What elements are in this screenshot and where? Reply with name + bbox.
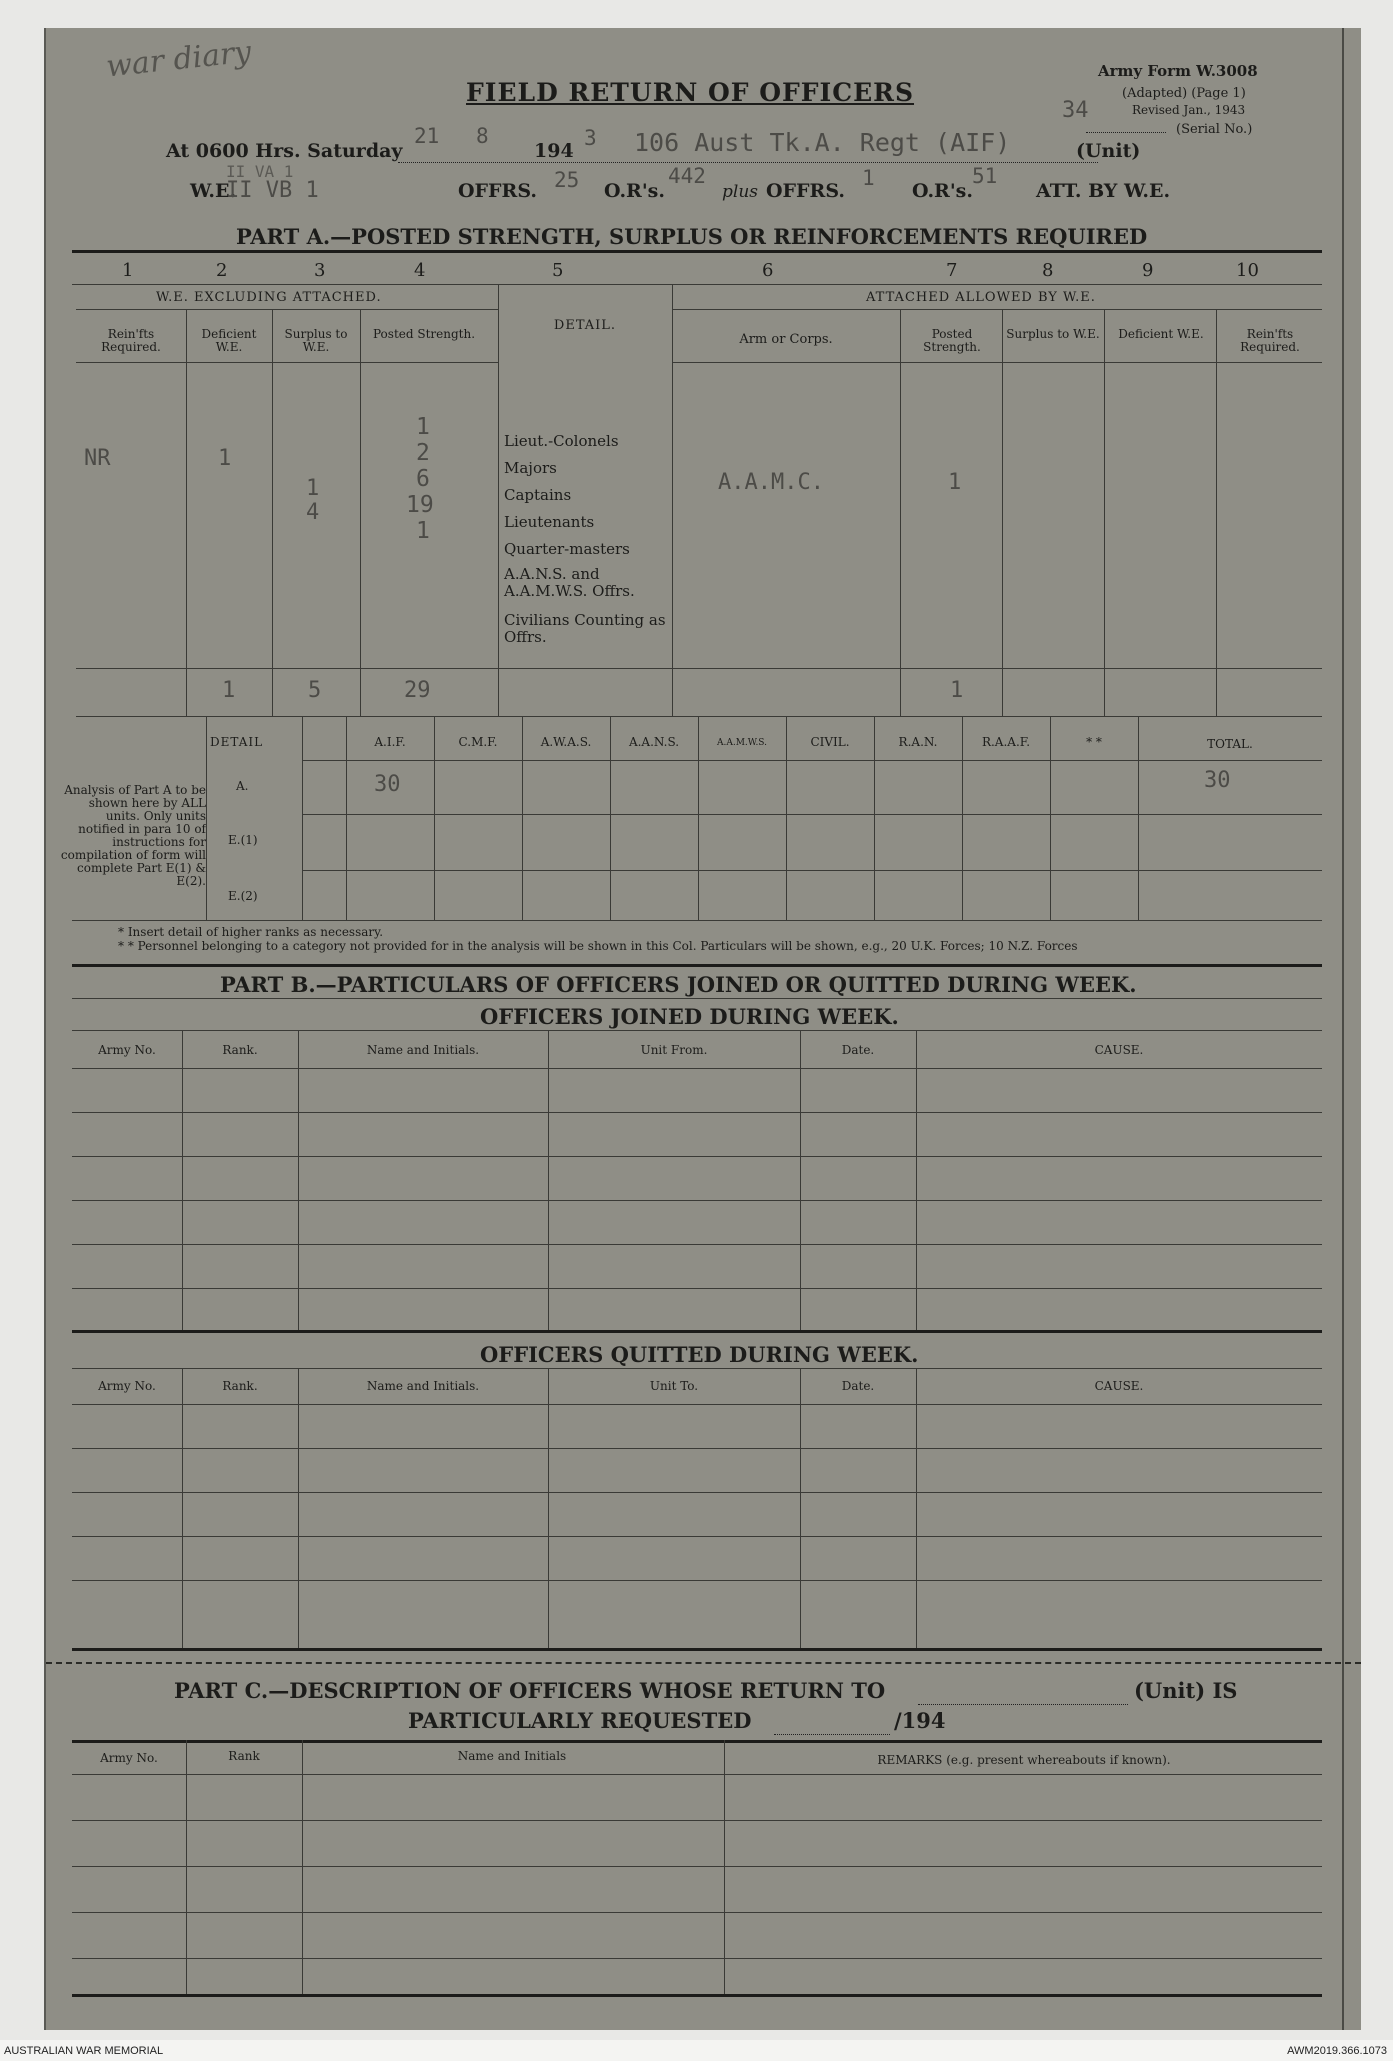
plus-label: plus xyxy=(722,182,758,202)
partc-row-rule-0 xyxy=(72,1774,1322,1775)
partc-hdr-name: Name and Initials xyxy=(457,1749,567,1763)
vline-b10 xyxy=(1050,716,1051,920)
hdr-surplus: Surplus to W.E. xyxy=(284,327,348,354)
quitted-hdr-army-no: Army No. xyxy=(98,1379,156,1393)
total-posted: 29 xyxy=(404,678,431,703)
quitted-title: OFFICERS QUITTED DURING WEEK. xyxy=(480,1342,919,1367)
offrs2-label: OFFRS. xyxy=(766,180,845,202)
serial-number: 34 xyxy=(1062,98,1089,123)
group-right-label: ATTACHED ALLOWED BY W.E. xyxy=(866,290,1096,305)
surplus-captains: 1 xyxy=(306,476,320,501)
analysis-hdr-aif: A.I.F. xyxy=(374,735,406,749)
vline-b5 xyxy=(610,716,611,920)
col-num-1: 1 xyxy=(122,260,134,281)
part-c-year: /194 xyxy=(894,1708,946,1733)
partc-row-rule-3 xyxy=(72,1912,1322,1913)
quitted-hdr-rank: Rank. xyxy=(222,1379,258,1393)
form-id: Army Form W.3008 xyxy=(1098,62,1258,80)
analysis-hdr-other: * * xyxy=(1086,735,1102,749)
vline-j2 xyxy=(298,1030,299,1330)
vline-q5 xyxy=(916,1368,917,1648)
att-by-we-label: ATT. BY W.E. xyxy=(1036,180,1171,202)
form-sheet xyxy=(44,28,1361,2030)
unit-value: 106 Aust Tk.A. Regt (AIF) xyxy=(634,128,1011,157)
hdr-att-surplus: Surplus to W.E. xyxy=(1006,327,1100,341)
part-c-rule xyxy=(72,1740,1322,1743)
analysis-note: Analysis of Part A to be shown here by ALL units. Only units notified in para 10 of instructions for compilation of form will complete Part E(1) & E(2). xyxy=(60,783,206,888)
partc-hdr-remarks: REMARKS (e.g. present whereabouts if known). xyxy=(877,1753,1171,1767)
ors-value: 442 xyxy=(668,164,706,188)
serial-dotted-line xyxy=(1086,132,1166,133)
quitted-hdr-unit-to: Unit To. xyxy=(649,1379,699,1393)
analysis-hdr-cmf: C.M.F. xyxy=(458,735,498,749)
at-hours-label: At 0600 Hrs. Saturday xyxy=(166,140,403,162)
paper-right-edge xyxy=(1342,28,1344,2030)
part-a-rule xyxy=(72,250,1322,253)
ors-label: O.R's. xyxy=(604,180,665,202)
hdr-att-posted: Posted Strength. xyxy=(923,327,981,354)
att-posted-value: 1 xyxy=(948,470,962,495)
joined-title-rule xyxy=(72,1030,1322,1031)
group-left-rule xyxy=(76,309,498,310)
vline-a5 xyxy=(672,284,673,716)
vline-c3 xyxy=(724,1740,725,1994)
part-b-rule-top xyxy=(72,964,1322,967)
joined-hdr-cause: CAUSE. xyxy=(1094,1043,1144,1057)
vline-b4 xyxy=(522,716,523,920)
col-num-9: 9 xyxy=(1142,260,1154,281)
detail-lt-colonels: Lieut.-Colonels xyxy=(504,432,619,450)
arm-corps-value: A.A.M.C. xyxy=(718,470,824,495)
header-bottom-right xyxy=(672,362,1322,363)
part-a-title: PART A.—POSTED STRENGTH, SURPLUS OR REINFORCEMENTS REQUIRED xyxy=(236,224,1148,249)
quitted-rule-top xyxy=(72,1330,1322,1333)
hdr-reinfts: Rein'fts Required. xyxy=(101,327,161,354)
quitted-row-rule-2 xyxy=(72,1492,1322,1493)
hdr-att-reinfts: Rein'fts Required. xyxy=(1240,327,1300,354)
analysis-row1-rule xyxy=(302,814,1322,815)
analysis-total-a: 30 xyxy=(1204,768,1231,793)
part-a-table-bottom xyxy=(76,716,1322,717)
posted-majors: 2 xyxy=(416,440,430,466)
vline-a1 xyxy=(186,310,187,716)
partc-hdr-rank: Rank xyxy=(228,1749,260,1763)
joined-row-rule-4 xyxy=(72,1244,1322,1245)
quitted-row-rule-0 xyxy=(72,1404,1322,1405)
col-num-4: 4 xyxy=(414,260,426,281)
vline-q1 xyxy=(182,1368,183,1648)
vline-a4 xyxy=(498,284,499,716)
part-c-unit-is: (Unit) IS xyxy=(1134,1678,1238,1703)
detail-captains: Captains xyxy=(504,486,572,504)
analysis-row-e1: E.(1) xyxy=(228,833,258,847)
form-meta-serial: (Serial No.) xyxy=(1176,122,1253,137)
header-bottom-left xyxy=(76,362,498,363)
form-meta-adapted: (Adapted) (Page 1) xyxy=(1122,86,1246,101)
detail-civilians: Civilians Counting as Offrs. xyxy=(504,611,666,646)
vline-j3 xyxy=(548,1030,549,1330)
vline-a8 xyxy=(1104,310,1105,716)
col-num-3: 3 xyxy=(314,260,326,281)
vline-j5 xyxy=(916,1030,917,1330)
month-value: 8 xyxy=(476,124,489,148)
col-num-8: 8 xyxy=(1042,260,1054,281)
partc-row-rule-1 xyxy=(72,1820,1322,1821)
col-num-7: 7 xyxy=(946,260,958,281)
joined-row-rule-0 xyxy=(72,1068,1322,1069)
part-c-rule-bottom xyxy=(72,1994,1322,1997)
offrs2-value: 1 xyxy=(862,166,875,190)
analysis-hdr-civil: CIVIL. xyxy=(810,735,850,749)
vline-b11 xyxy=(1138,716,1139,920)
footnote-2: * * Personnel belonging to a category not provided for in the analysis will be shown in this Col. Particulars will be shown, e.g., 20 U.K. Forces; 10 N.Z. Forces xyxy=(118,939,1078,953)
analysis-row-a: A. xyxy=(236,779,249,793)
vline-c2 xyxy=(302,1740,303,1994)
offrs-value: 25 xyxy=(554,168,580,192)
analysis-hdr-aans: A.A.N.S. xyxy=(628,735,680,749)
partc-hdr-army-no: Army No. xyxy=(100,1751,158,1765)
ors2-label: O.R's. xyxy=(912,180,973,202)
analysis-aif-a: 30 xyxy=(374,772,401,797)
analysis-row-e2: E.(2) xyxy=(228,889,258,903)
partc-row-rule-4 xyxy=(72,1958,1322,1959)
joined-title: OFFICERS JOINED DURING WEEK. xyxy=(480,1004,899,1029)
quitted-hdr-cause: CAUSE. xyxy=(1094,1379,1144,1393)
form-meta-revised: Revised Jan., 1943 xyxy=(1132,103,1246,117)
unit-label: (Unit) xyxy=(1076,140,1141,162)
we-label: W.E. xyxy=(190,180,237,202)
detail-lieutenants: Lieutenants xyxy=(504,513,595,531)
cut-line xyxy=(46,1662,1361,1664)
analysis-header-rule xyxy=(302,760,1322,761)
part-c-date-line xyxy=(774,1734,890,1735)
vline-j1 xyxy=(182,1030,183,1330)
total-att-posted: 1 xyxy=(950,678,964,703)
vline-b8 xyxy=(874,716,875,920)
col-num-5: 5 xyxy=(552,260,564,281)
vline-a2 xyxy=(272,310,273,716)
col-num-2: 2 xyxy=(216,260,228,281)
vline-b7 xyxy=(786,716,787,920)
detail-majors: Majors xyxy=(504,459,557,477)
joined-row-rule-2 xyxy=(72,1156,1322,1157)
joined-row-rule-3 xyxy=(72,1200,1322,1201)
vline-b9 xyxy=(962,716,963,920)
joined-hdr-name: Name and Initials. xyxy=(366,1043,480,1057)
col-num-rule xyxy=(72,284,1322,285)
total-deficient: 1 xyxy=(222,678,236,703)
col-num-10: 10 xyxy=(1236,260,1259,281)
footnote-1: * Insert detail of higher ranks as necessary. xyxy=(118,925,384,939)
partc-row-rule-2 xyxy=(72,1866,1322,1867)
col-num-6: 6 xyxy=(762,260,774,281)
part-c-title-1: PART C.—DESCRIPTION OF OFFICERS WHOSE RETURN TO xyxy=(174,1678,886,1703)
we-struck-value: II VA 1 xyxy=(226,162,294,181)
vline-c1 xyxy=(186,1740,187,1994)
part-c-title-2: PARTICULARLY REQUESTED xyxy=(408,1708,752,1733)
joined-row-rule-5 xyxy=(72,1288,1322,1289)
totals-rule xyxy=(76,668,1322,669)
hdr-arm-corps: Arm or Corps. xyxy=(739,332,833,347)
ors2-value: 51 xyxy=(972,164,998,188)
handwritten-note: war diary xyxy=(104,34,253,85)
quitted-title-rule xyxy=(72,1368,1322,1369)
vline-a6 xyxy=(900,310,901,716)
analysis-hdr-ran: R.A.N. xyxy=(898,735,938,749)
quitted-hdr-name: Name and Initials. xyxy=(366,1379,480,1393)
hdr-att-deficient: Deficient W.E. xyxy=(1118,327,1204,341)
hdr-deficient: Deficient W.E. xyxy=(201,327,257,354)
deficient-majors: 1 xyxy=(218,446,232,471)
vline-q4 xyxy=(800,1368,801,1648)
quitted-row-rule-3 xyxy=(72,1536,1322,1537)
analysis-hdr-detail: DETAIL xyxy=(210,735,264,749)
vline-b0 xyxy=(206,716,207,920)
day-value: 21 xyxy=(414,124,440,148)
footer-credit: AUSTRALIAN WAR MEMORIAL xyxy=(4,2045,164,2057)
joined-hdr-unit-from: Unit From. xyxy=(640,1043,708,1057)
part-b-rule xyxy=(72,998,1322,999)
quitted-hdr-date: Date. xyxy=(841,1379,875,1393)
analysis-hdr-raaf: R.A.A.F. xyxy=(981,735,1031,749)
part-c-unit-line xyxy=(918,1704,1128,1705)
analysis-hdr-aamws: A.A.M.W.S. xyxy=(716,738,768,748)
posted-lt-colonels: 1 xyxy=(416,414,430,440)
posted-captains: 6 xyxy=(416,466,430,492)
offrs-label: OFFRS. xyxy=(458,180,537,202)
we-value: II VB 1 xyxy=(226,178,319,203)
analysis-hdr-awas: A.W.A.S. xyxy=(540,735,592,749)
hdr-posted: Posted Strength. xyxy=(372,327,476,341)
joined-hdr-rank: Rank. xyxy=(222,1043,258,1057)
unit-dotted-line xyxy=(398,162,1098,163)
detail-quartermasters: Quarter-masters xyxy=(504,540,630,558)
total-surplus: 5 xyxy=(308,678,322,703)
vline-q3 xyxy=(548,1368,549,1648)
group-right-rule xyxy=(672,309,1322,310)
vline-b1 xyxy=(302,716,303,920)
vline-a7 xyxy=(1002,310,1003,716)
vline-j4 xyxy=(800,1030,801,1330)
hdr-detail: DETAIL. xyxy=(553,318,617,333)
vline-a9 xyxy=(1216,310,1217,716)
detail-aans: A.A.N.S. and A.A.M.W.S. Offrs. xyxy=(504,565,635,600)
analysis-row2-rule xyxy=(302,870,1322,871)
vline-b3 xyxy=(434,716,435,920)
vline-q2 xyxy=(298,1368,299,1648)
vline-a3 xyxy=(360,310,361,716)
year-prefix: 194 xyxy=(534,140,574,162)
surplus-lieutenants: 4 xyxy=(306,500,320,525)
reinfts-value: NR xyxy=(84,446,111,471)
quitted-row-rule-4 xyxy=(72,1580,1322,1581)
joined-hdr-army-no: Army No. xyxy=(98,1043,156,1057)
footer-accession: AWM2019.366.1073 xyxy=(1287,2045,1387,2057)
joined-hdr-date: Date. xyxy=(841,1043,875,1057)
quitted-rule-bottom xyxy=(72,1648,1322,1651)
vline-b2 xyxy=(346,716,347,920)
vline-b6 xyxy=(698,716,699,920)
year-digit: 3 xyxy=(584,126,597,150)
part-b-title: PART B.—PARTICULARS OF OFFICERS JOINED OR QUITTED DURING WEEK. xyxy=(220,972,1137,997)
posted-quartermasters: 1 xyxy=(416,518,430,544)
analysis-bottom-rule xyxy=(72,920,1322,921)
quitted-row-rule-1 xyxy=(72,1448,1322,1449)
posted-lieutenants: 19 xyxy=(406,492,434,518)
form-title: FIELD RETURN OF OFFICERS xyxy=(466,78,915,107)
analysis-hdr-total: TOTAL. xyxy=(1207,737,1253,751)
joined-row-rule-1 xyxy=(72,1112,1322,1113)
group-left-label: W.E. EXCLUDING ATTACHED. xyxy=(156,290,382,305)
